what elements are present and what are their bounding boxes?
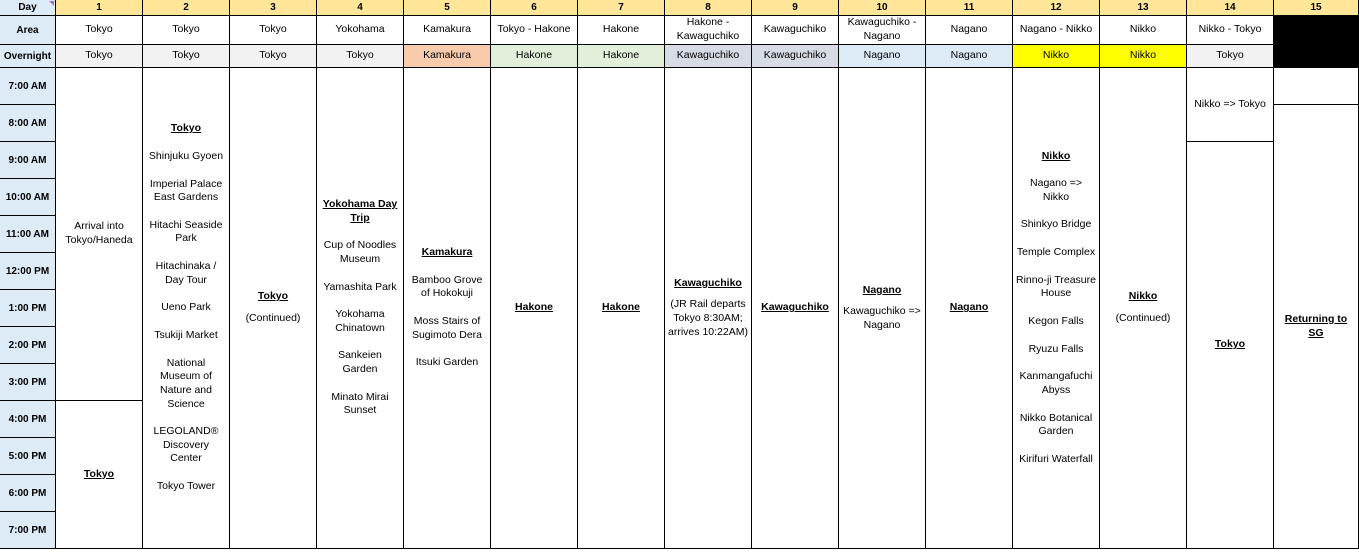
day-number-2[interactable]: 2 <box>143 0 230 16</box>
activity-item: Yamashita Park <box>323 280 397 293</box>
block-title: Kamakura <box>421 246 473 259</box>
schedule-block-day-4[interactable] <box>317 68 404 549</box>
area-cell-day-7[interactable]: Hakone <box>578 16 665 45</box>
schedule-block-day-9[interactable] <box>752 68 839 549</box>
overnight-cell-day-10[interactable]: Nagano <box>839 45 926 68</box>
activity-item: Bamboo Grove of Hokokuji <box>411 273 483 300</box>
schedule-block-day-11[interactable] <box>926 68 1013 549</box>
activity-item: Itsuki Garden <box>415 356 479 369</box>
block-title: Kawaguchiko <box>761 301 829 314</box>
time-label: 11:00 AM <box>0 216 56 253</box>
activity-item: Shinjuku Gyoen <box>148 149 224 162</box>
time-label: 8:00 AM <box>0 105 56 142</box>
time-label: 3:00 PM <box>0 364 56 401</box>
schedule-block-day-2[interactable] <box>143 68 230 549</box>
activity-item: Ueno Park <box>161 301 211 314</box>
overnight-cell-day-1[interactable]: Tokyo <box>56 45 143 68</box>
activity-item: Rinno-ji Treasure House <box>1016 273 1096 300</box>
day-label: Day <box>0 0 56 16</box>
overnight-cell-day-14[interactable]: Tokyo <box>1187 45 1274 68</box>
day-number-3[interactable]: 3 <box>230 0 317 16</box>
area-cell-day-9[interactable]: Kawaguchiko <box>752 16 839 45</box>
activity-item: Kegon Falls <box>1028 315 1084 327</box>
day-number-8[interactable]: 8 <box>665 0 752 16</box>
activity-item: Sankeien Garden <box>338 349 382 376</box>
time-label: 7:00 PM <box>0 512 56 549</box>
time-label: 12:00 PM <box>0 253 56 290</box>
schedule-block-day-13[interactable] <box>1100 68 1187 549</box>
area-cell-day-11[interactable]: Nagano <box>926 16 1013 45</box>
block-title: Nikko <box>1128 290 1158 303</box>
schedule-block-day-12[interactable] <box>1013 68 1100 549</box>
overnight-cell-day-9[interactable]: Kawaguchiko <box>752 45 839 68</box>
activity-item: National Museum of Nature and Science <box>160 356 212 410</box>
overnight-cell-day-8[interactable]: Kawaguchiko <box>665 45 752 68</box>
area-cell-day-4[interactable]: Yokohama <box>317 16 404 45</box>
activity-item: Kawaguchiko => Nagano <box>843 305 921 331</box>
schedule-block-day-1[interactable] <box>56 68 143 401</box>
overnight-cell-day-12[interactable]: Nikko <box>1013 45 1100 68</box>
area-cell-day-6[interactable]: Tokyo - Hakone <box>491 16 578 45</box>
area-cell-day-15[interactable] <box>1274 16 1359 45</box>
activity-item: (Continued) <box>1115 312 1171 324</box>
day-number-7[interactable]: 7 <box>578 0 665 16</box>
activity-item: Kirifuri Waterfall <box>1019 452 1093 465</box>
activity-item: Nikko => Tokyo <box>1194 97 1266 110</box>
day-number-12[interactable]: 12 <box>1013 0 1100 16</box>
activity-item: Cup of Noodles Museum <box>323 239 397 265</box>
day-number-6[interactable]: 6 <box>491 0 578 16</box>
time-label: 4:00 PM <box>0 401 56 438</box>
block-title: Nagano <box>862 283 902 296</box>
overnight-cell-day-6[interactable]: Hakone <box>491 45 578 68</box>
day-number-15[interactable]: 15 <box>1274 0 1359 16</box>
block-title: Kawaguchiko <box>674 276 742 289</box>
block-title: Nikko <box>1041 149 1071 162</box>
time-label: 1:00 PM <box>0 290 56 327</box>
area-label: Area <box>0 16 56 45</box>
area-cell-day-2[interactable]: Tokyo <box>143 16 230 45</box>
block-title: Nagano <box>949 301 989 314</box>
area-cell-day-8[interactable]: Hakone - Kawaguchiko <box>665 16 752 45</box>
area-cell-day-14[interactable]: Nikko - Tokyo <box>1187 16 1274 45</box>
time-label: 7:00 AM <box>0 68 56 105</box>
area-cell-day-12[interactable]: Nagano - Nikko <box>1013 16 1100 45</box>
schedule-block-day-1[interactable] <box>56 401 143 549</box>
overnight-cell-day-4[interactable]: Tokyo <box>317 45 404 68</box>
overnight-cell-day-3[interactable]: Tokyo <box>230 45 317 68</box>
activity-item: Temple Complex <box>1016 246 1096 259</box>
day-number-4[interactable]: 4 <box>317 0 404 16</box>
overnight-cell-day-2[interactable]: Tokyo <box>143 45 230 68</box>
activity-item: Nagano => Nikko <box>1030 177 1082 203</box>
day-number-5[interactable]: 5 <box>404 0 491 16</box>
cell-comment-indicator <box>49 1 54 6</box>
day-number-1[interactable]: 1 <box>56 0 143 16</box>
time-label: 2:00 PM <box>0 327 56 364</box>
activity-item: (Continued) <box>245 312 301 324</box>
activity-item: Minato Mirai Sunset <box>331 390 389 417</box>
activity-item: Tsukiji Market <box>154 329 218 341</box>
area-cell-day-5[interactable]: Kamakura <box>404 16 491 45</box>
block-title: Hakone <box>515 301 553 314</box>
activity-item: Arrival into Tokyo/Haneda <box>65 220 133 246</box>
day-number-10[interactable]: 10 <box>839 0 926 16</box>
activity-item: LEGOLAND® Discovery Center <box>153 425 219 465</box>
overnight-cell-day-11[interactable]: Nagano <box>926 45 1013 68</box>
block-title: Tokyo <box>83 467 115 480</box>
activity-item: (JR Rail departs Tokyo 8:30AM; arrives 10:22AM) <box>668 298 748 338</box>
time-label: 10:00 AM <box>0 179 56 216</box>
schedule-block-day-8[interactable] <box>665 68 752 549</box>
area-cell-day-3[interactable]: Tokyo <box>230 16 317 45</box>
schedule-block-day-14[interactable] <box>1187 142 1274 549</box>
activity-item: Imperial Palace East Gardens <box>149 177 223 204</box>
time-label: 9:00 AM <box>0 142 56 179</box>
activity-item: Ryuzu Falls <box>1028 342 1084 355</box>
activity-item: Nikko Botanical Garden <box>1019 411 1093 438</box>
block-title: Tokyo <box>170 122 202 135</box>
overnight-label: Overnight <box>0 45 56 68</box>
schedule-block-day-10[interactable] <box>839 68 926 549</box>
schedule-block-day-15[interactable] <box>1274 105 1359 549</box>
schedule-block-day-5[interactable] <box>404 68 491 549</box>
day-number-11[interactable]: 11 <box>926 0 1013 16</box>
schedule-block-day-7[interactable] <box>578 68 665 549</box>
overnight-cell-day-15[interactable] <box>1274 45 1359 68</box>
activity-item: Moss Stairs of Sugimoto Dera <box>411 315 483 341</box>
activity-item: Yokohama Chinatown <box>335 308 385 334</box>
schedule-block-day-3[interactable] <box>230 68 317 549</box>
activity-item: Kanmangafuchi Abyss <box>1019 370 1093 396</box>
overnight-cell-day-7[interactable]: Hakone <box>578 45 665 68</box>
day-number-14[interactable]: 14 <box>1187 0 1274 16</box>
day-number-9[interactable]: 9 <box>752 0 839 16</box>
block-title: Tokyo <box>257 290 289 303</box>
activity-item: Hitachi Seaside Park <box>149 218 223 245</box>
overnight-cell-day-13[interactable]: Nikko <box>1100 45 1187 68</box>
block-title: Hakone <box>602 301 640 314</box>
schedule-block-day-14[interactable] <box>1187 68 1274 142</box>
area-cell-day-1[interactable]: Tokyo <box>56 16 143 45</box>
activity-item: Tokyo Tower <box>156 480 216 493</box>
activity-item: Shinkyo Bridge <box>1020 218 1092 231</box>
schedule-block-day-6[interactable] <box>491 68 578 549</box>
area-cell-day-13[interactable]: Nikko <box>1100 16 1187 45</box>
block-title: Yokohama Day Trip <box>322 197 398 224</box>
day-number-13[interactable]: 13 <box>1100 0 1187 16</box>
area-cell-day-10[interactable]: Kawaguchiko - Nagano <box>839 16 926 45</box>
block-title: Returning to SG <box>1284 312 1348 339</box>
overnight-cell-day-5[interactable]: Kamakura <box>404 45 491 68</box>
time-label: 6:00 PM <box>0 475 56 512</box>
schedule-block-day-15[interactable] <box>1274 68 1359 105</box>
time-label: 5:00 PM <box>0 438 56 475</box>
block-title: Tokyo <box>1214 338 1246 351</box>
activity-item: Hitachinaka / Day Tour <box>155 260 217 286</box>
